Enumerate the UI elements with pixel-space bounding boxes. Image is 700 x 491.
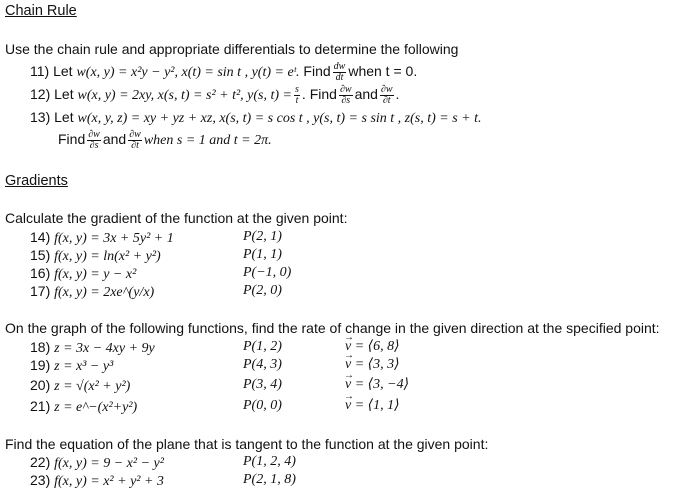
problem-12 <box>30 85 399 106</box>
problem-point: P(2, 1) <box>243 229 282 244</box>
section-heading-chain-rule: Chain Rule <box>5 3 77 19</box>
section-heading-gradients: Gradients <box>5 173 68 189</box>
problem-13 <box>30 108 482 128</box>
problem-function: f(x, y) = y − x² <box>54 267 137 282</box>
problem-prefix: Let <box>54 86 74 103</box>
problem-point: P(3, 4) <box>243 377 282 392</box>
direction-vector: → v = ⟨3, −4⟩ <box>345 376 409 394</box>
problem-20 <box>30 376 130 396</box>
problem-point: P(1, 1) <box>243 247 282 262</box>
problem-21 <box>30 397 137 417</box>
problem-16 <box>30 264 136 284</box>
problem-11 <box>30 62 417 83</box>
rate-of-change-instruction: On the graph of the following functions, find the rate of change in the given direction at the specified point: <box>5 320 660 336</box>
problem-point: P(2, 0) <box>243 283 282 298</box>
problem-point: P(1, 2) <box>243 339 282 354</box>
problem-function: f(x, y) = 2xe^(y/x) <box>54 285 155 300</box>
problem-number: 14) <box>30 229 51 245</box>
problem-15 <box>30 246 161 266</box>
problem-function: w(x, y) = x²y − y², x(t) = sin t , y(t) = eᵗ. <box>76 65 300 81</box>
problem-prefix: Let <box>54 109 74 125</box>
find-label: Find <box>58 131 86 148</box>
vector-arrow-icon: → v <box>345 376 351 394</box>
problem-number: 18) <box>30 339 51 355</box>
problem-number: 16) <box>30 265 51 281</box>
problem-point: P(0, 0) <box>243 398 282 413</box>
problem-function: z = e^−(x²+y²) <box>54 400 138 415</box>
find-label: . Find <box>301 86 337 103</box>
problem-function: f(x, y) = 9 − x² − y² <box>54 456 164 471</box>
partial-fraction-s: $\frac{\partial w}{\partial s}$ <box>339 84 352 106</box>
direction-vector: → v = ⟨6, 8⟩ <box>345 338 400 356</box>
problem-function: w(x, y, z) = xy + yz + xz, x(s, t) = s cos t , y(s, t) = s sin t , z(s, t) = s + t. <box>77 111 482 126</box>
problem-number: 12) <box>30 86 51 103</box>
problem-function: z = √(x² + y²) <box>54 379 131 394</box>
problem-function: w(x, y) = 2xy, x(s, t) = s² + t², y(s, t) = <box>77 88 293 104</box>
problem-function: f(x, y) = 3x + 5y² + 1 <box>54 231 174 246</box>
partial-fraction-t: $\frac{\partial w}{\partial t}$ <box>380 84 393 106</box>
problem-14 <box>30 228 174 248</box>
vector-arrow-icon: → v <box>345 397 351 415</box>
vector-arrow-icon: → v <box>345 338 351 356</box>
condition: when s = 1 and t = 2π. <box>143 133 272 149</box>
problem-18 <box>30 338 155 358</box>
problem-13-continued <box>58 130 272 151</box>
problem-prefix: Let <box>53 63 73 80</box>
problem-number: 23) <box>30 472 51 488</box>
partial-fraction-t: $\frac{\partial w}{\partial t}$ <box>129 129 141 151</box>
find-label: Find <box>303 63 331 80</box>
problem-number: 13) <box>30 109 51 125</box>
problem-17 <box>30 282 154 302</box>
problem-number: 11) <box>30 63 50 80</box>
problem-number: 19) <box>30 357 51 373</box>
problem-number: 22) <box>30 454 51 470</box>
problem-function: z = x³ − y³ <box>54 359 114 374</box>
problem-19 <box>30 356 113 376</box>
problem-23 <box>30 471 164 491</box>
direction-vector: → v = ⟨3, 3⟩ <box>345 356 400 374</box>
end-mark: . <box>395 86 400 103</box>
problem-point: P(−1, 0) <box>243 265 292 280</box>
tangent-plane-instruction: Find the equation of the plane that is tangent to the function at the given point: <box>5 436 489 452</box>
gradients-instruction: Calculate the gradient of the function at the given point: <box>5 210 348 226</box>
and-label: and <box>102 131 127 148</box>
problem-point: P(1, 2, 4) <box>243 454 296 469</box>
problem-point: P(2, 1, 8) <box>243 472 296 487</box>
partial-fraction-s: $\frac{\partial w}{\partial s}$ <box>88 129 100 151</box>
vector-arrow-icon: → v <box>345 356 351 374</box>
and-label: and <box>354 86 378 103</box>
problem-function: z = 3x − 4xy + 9y <box>54 341 155 356</box>
problem-22 <box>30 453 164 473</box>
problem-number: 15) <box>30 247 51 263</box>
problem-point: P(4, 3) <box>243 357 282 372</box>
chain-rule-instruction: Use the chain rule and appropriate differentials to determine the following <box>5 41 459 57</box>
s-over-t-fraction: $\frac{s}{t}$ <box>295 84 299 106</box>
condition: when t = 0. <box>348 63 418 80</box>
problem-number: 17) <box>30 283 51 299</box>
direction-vector: → v = ⟨1, 1⟩ <box>345 397 400 415</box>
derivative-fraction: $\frac{dw}{dt}$ <box>333 61 346 83</box>
problem-number: 21) <box>30 398 51 414</box>
problem-function: f(x, y) = x² + y² + 3 <box>54 474 164 489</box>
problem-number: 20) <box>30 377 51 393</box>
problem-function: f(x, y) = ln(x² + y²) <box>54 249 161 264</box>
